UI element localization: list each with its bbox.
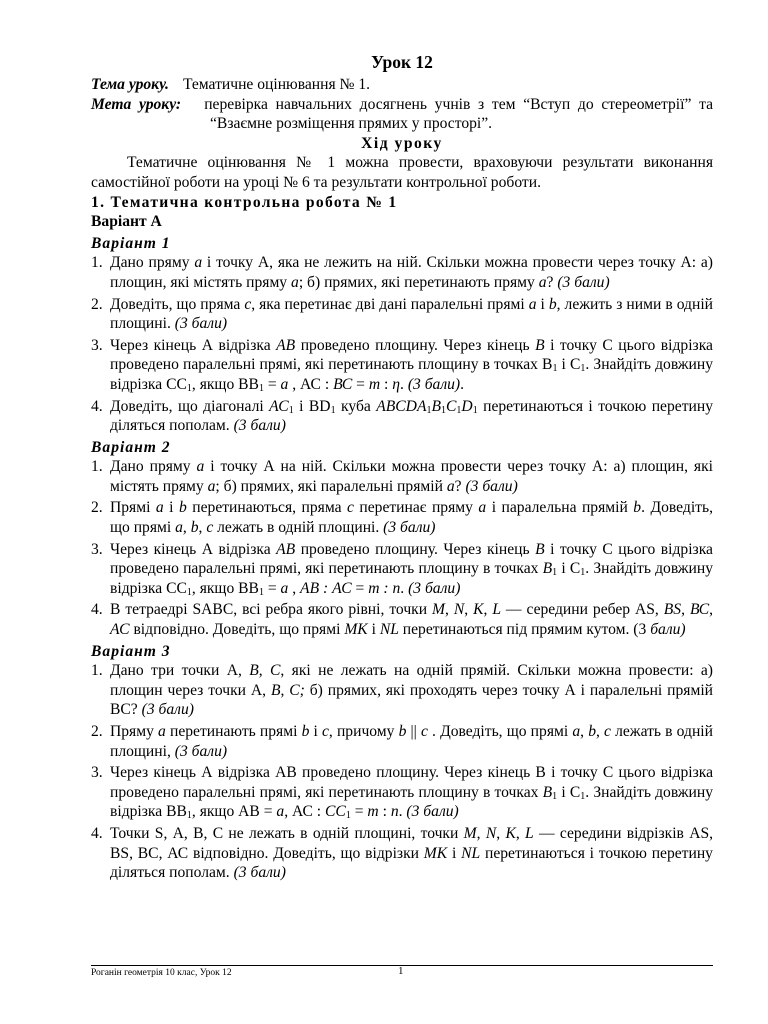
task-item: 1. Дано пряму а і точку А на ній. Скільки можна провести через точку А: а) площин, які містять пряму а; б) прямих, які паралельні прямій а? (3 бали) <box>91 458 713 495</box>
task-text: Через кінець А відрізка АВ проведено площину. Через кінець В і точку С цього відрізка проведено паралельні прямі, які перетинають площину в точках $В_1$ і $С_1$. Знайдіть довжину відрізка $ВВ_1$, якщо АВ = а, АС : $СС_1 = т$ : п. (3 бали) <box>110 764 714 822</box>
goal-label: Мета уроку: <box>91 95 182 113</box>
task-text: Дано пряму а і точку А на ній. Скільки можна провести через точку А: а) площин, які містять пряму а; б) прямих, які паралельні прямій а? (3 бали) <box>110 458 713 495</box>
footer-text: Роганін геометрія 10 клас, Урок 12 <box>91 968 232 978</box>
topic-value: Тематичне оцінювання № 1. <box>182 76 371 93</box>
task-text: В тетраедрі SABC, всі ребра якого рівні, точки М, N, К, L — середини ребер АS, BS, ВС, АС відповідно. Доведіть, що прямі МК і NL перетинаються під прямим кутом. (3 бали) <box>110 601 714 639</box>
variant-3-tasks <box>91 661 713 883</box>
variant-2-title: Варіант 2 <box>91 438 171 456</box>
variant-1-block <box>91 234 713 436</box>
lesson-title: Урок 12 <box>371 52 433 72</box>
task-text: Через кінець А відрізка АВ проведено площину. Через кінець В і точку С цього відрізка проведено паралельні прямі, які перетинають площину в точках $В_1$ і $С_1$. Знайдіть довжину відрізка $СС_1$, якщо $ВВ_1 = а$ , АВ : АС = т : п. (3 бали) <box>110 540 714 598</box>
task-item: 1. Дано пряму а і точку А, яка не лежить на ній. Скільки можна провести через точку А: а) площин, які містять пряму а; б) прямих, які перетинають пряму а? (3 бали) <box>91 254 713 291</box>
task-item: 3. Через кінець А відрізка АВ проведено площину. Через кінець В і точку С цього відрізка проведено паралельні прямі, які перетинають площину в точках $В_1$ і $С_1$. Знайдіть довжину відрізка $СС_1$, якщо $ВВ_1 = а$ , АС : ВС = т : η. (3 бали). <box>91 336 714 394</box>
task-item: 4. Доведіть, що діагоналі $АС_1$ і $BD_1$ куба $ABCDA_1B_1C_1D_1$ перетинаються і точкою перетину діляться пополам. (3 бали) <box>91 397 713 435</box>
task-text: Дано три точки А, В, С, які не лежать на одній прямій. Скільки можна провести: а) площин через точки А, В, С; б) прямих, які проходять через точку А і паралельні прямій ВС? (3 бали) <box>110 662 714 719</box>
page-number: 1 <box>398 965 404 977</box>
intro-paragraph: Тематичне оцінювання № 1 можна провести, враховуючи результати виконання самостійної роботи на уроці № 6 та результати контрольної роботи. <box>91 154 713 191</box>
variant-3-title: Варіант 3 <box>91 642 171 660</box>
document-page <box>91 52 713 885</box>
task-text: Через кінець А відрізка АВ проведено площину. Через кінець В і точку С цього відрізка проведено паралельні прямі, які перетинають площину в точках $В_1$ і $С_1$. Знайдіть довжину відрізка $СС_1$, якщо $ВВ_1 = а$ , АС : ВС = т : η. (3 бали). <box>110 336 714 394</box>
task-item: 2. Доведіть, що пряма с, яка перетинає дві дані паралельні прямі а і b, лежить з ними в одній площині. (3 бали) <box>91 295 713 333</box>
course-heading: Хід уроку <box>361 134 443 152</box>
topic-row <box>91 75 713 95</box>
task-item: 1. Дано три точки А, В, С, які не лежать на одній прямій. Скільки можна провести: а) площин через точки А, В, С; б) прямих, які проходять через точку А і паралельні прямій ВС? (3 бали) <box>91 662 714 719</box>
variant-2-block <box>91 438 713 640</box>
task-item: 3. Через кінець А відрізка АВ проведено площину. Через кінець В і точку С цього відрізка проведено паралельні прямі, які перетинають площину в точках $В_1$ і $С_1$. Знайдіть довжину відрізка $ВВ_1$, якщо АВ = а, АС : $СС_1 = т$ : п. (3 бали) <box>91 764 714 822</box>
task-text: Точки S, А, В, С не лежать в одній площині, точки М, N, К, L — середини відрізків АS, ВS, ВС, АС відповідно. Доведіть, що відрізки МК і NL перетинаються і точкою перетину діляться пополам. (3 бали) <box>110 824 714 882</box>
task-item: 3. Через кінець А відрізка АВ проведено площину. Через кінець В і точку С цього відрізка проведено паралельні прямі, які перетинають площину в точках $В_1$ і $С_1$. Знайдіть довжину відрізка $СС_1$, якщо $ВВ_1 = а$ , АВ : АС = т : п. (3 бали) <box>91 540 714 598</box>
task-text: Прямі а і b перетинаються, пряма с перетинає пряму а і паралельна прямій b. Доведіть, що прямі а, b, с лежать в одній площині. (3 бали) <box>110 499 713 537</box>
task-item: 4. В тетраедрі SABC, всі ребра якого рівні, точки М, N, К, L — середини ребер АS, BS, ВС, АС відповідно. Доведіть, що прямі МК і NL перетинаються під прямим кутом. (3 бали) <box>91 601 714 639</box>
section-title: 1. Тематична контрольна робота № 1 <box>91 193 398 211</box>
goal-value: перевірка навчальних досягнень учнів з тем “Вступ до стереометрії” та “Взаємне розміщення прямих у просторі”. <box>204 95 713 133</box>
topic-label: Тема уроку. <box>91 76 169 93</box>
variant-3-block <box>91 642 713 883</box>
task-item: 2. Прямі а і b перетинаються, пряма с перетинає пряму а і паралельна прямій b. Доведіть, що прямі а, b, с лежать в одній площині. (3 бали) <box>91 499 713 537</box>
goal-row <box>91 95 713 134</box>
variant-1-title: Варіант 1 <box>91 234 171 252</box>
variant-1-tasks <box>91 253 713 435</box>
task-text: Доведіть, що пряма с, яка перетинає дві дані паралельні прямі а і b, лежить з ними в одній площині. (3 бали) <box>110 295 713 333</box>
variant-a-heading: Варіант А <box>91 213 162 231</box>
task-item: 4. Точки S, А, В, С не лежать в одній площині, точки М, N, К, L — середини відрізків АS, ВS, ВС, АС відповідно. Доведіть, що відрізки МК і NL перетинаються і точкою перетину діляться пополам. (3 бали) <box>91 824 714 882</box>
task-text: Доведіть, що діагоналі $АС_1$ і $BD_1$ куба $ABCDA_1B_1C_1D_1$ перетинаються і точкою перетину діляться пополам. (3 бали) <box>110 397 713 435</box>
task-item: 2. Пряму а перетинають прямі b і с, причому b || с . Доведіть, що прямі а, b, с лежать в одній площині, (3 бали) <box>91 723 713 760</box>
task-text: Пряму а перетинають прямі b і с, причому b || с . Доведіть, що прямі а, b, с лежать в одній площині, (3 бали) <box>110 723 713 760</box>
variant-2-tasks <box>91 457 713 639</box>
task-text: Дано пряму а і точку А, яка не лежить на ній. Скільки можна провести через точку А: а) площин, які містять пряму а; б) прямих, які перетинають пряму а? (3 бали) <box>110 254 713 291</box>
